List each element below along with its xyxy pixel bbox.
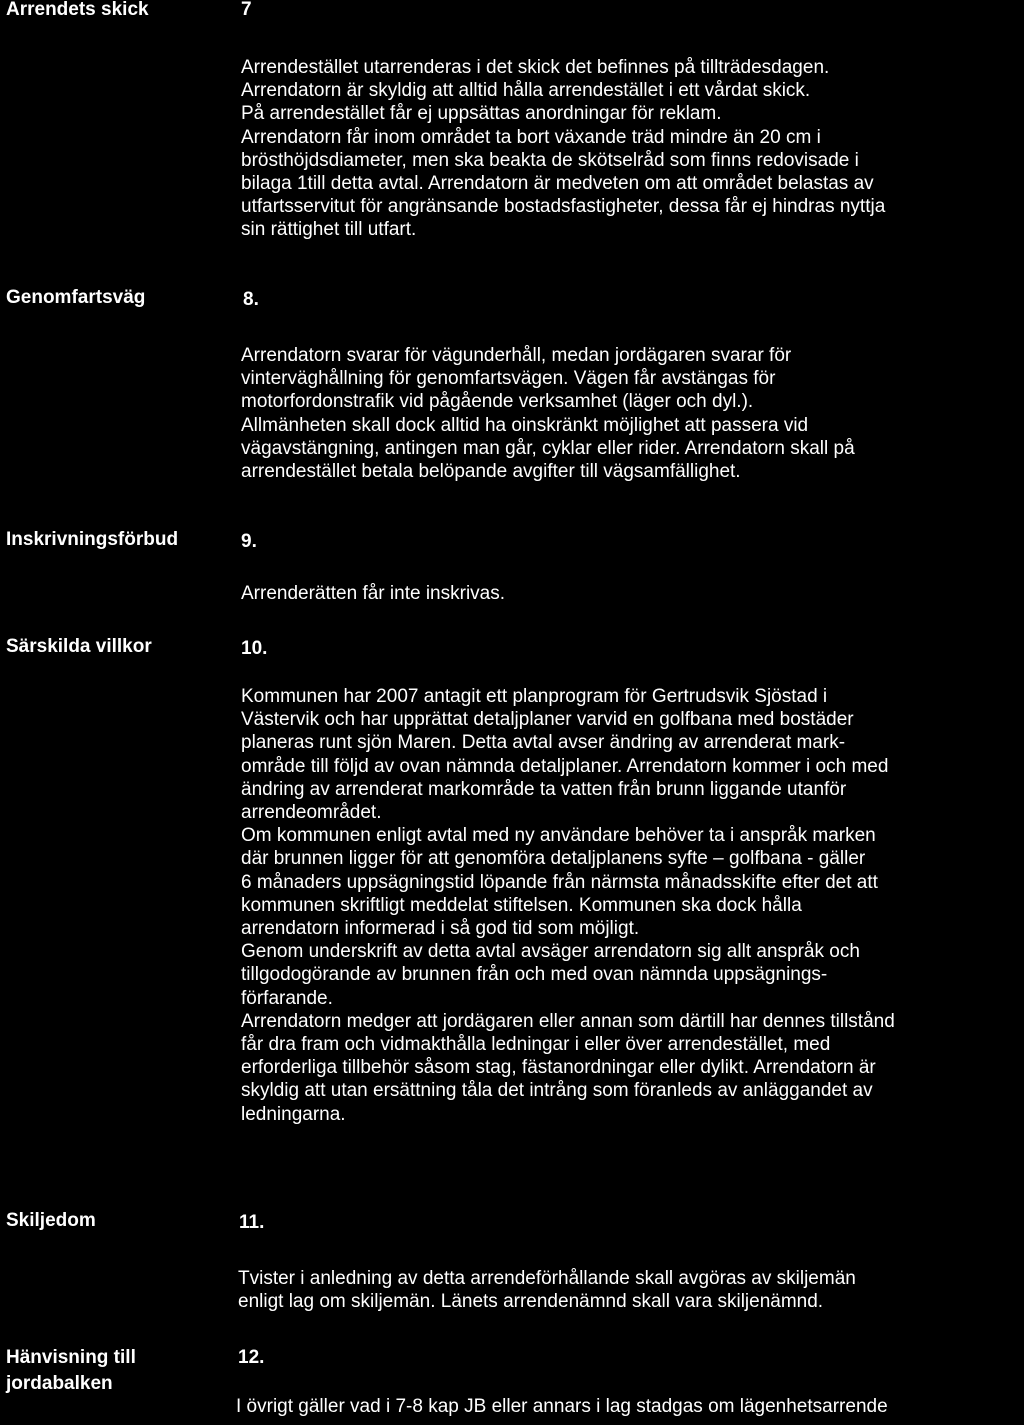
- text-line: skyldig att utan ersättning tåla det intrång som föranleds av anläggandet av: [241, 1080, 873, 1102]
- text-line: Arrendatorn får inom området ta bort växande träd mindre än 20 cm i: [241, 126, 821, 148]
- heading-line: Hänvisning till: [6, 1347, 136, 1368]
- section-heading-skiljedom: Skiljedom: [6, 1210, 96, 1231]
- section-body-arrendets-skick: [241, 56, 885, 242]
- text-line: bilaga 1till detta avtal. Arrendatorn är medveten om att området belastas av: [241, 173, 874, 195]
- text-line: Allmänheten skall dock alltid ha oinskränkt möjlighet att passera vid: [241, 414, 809, 436]
- text-line: Tvister i anledning av detta arrendeförhållande skall avgöras av skiljemän: [238, 1268, 856, 1289]
- text-line: vinterväghållning för genomfartsvägen. Vägen får avstängas för: [241, 368, 776, 390]
- text-line: Genom underskrift av detta avtal avsäger arrendatorn sig allt anspråk och: [241, 941, 860, 963]
- text-line: förfarande.: [241, 987, 333, 1009]
- text-line: Arrendatorn är skyldig att alltid hålla arrendestället i ett vårdat skick.: [241, 80, 811, 102]
- text-line: enligt lag om skiljemän. Länets arrendenämnd skall vara skiljenämnd.: [238, 1291, 824, 1313]
- text-line: Arrendatorn medger att jordägaren eller annan som därtill har dennes tillstånd: [241, 1010, 895, 1032]
- text-line: område till följd av ovan nämnda detaljplaner. Arrendatorn kommer i och med: [241, 755, 889, 777]
- section-body-genomfartsvag: [241, 344, 855, 483]
- section-number-9: 9.: [241, 531, 257, 552]
- text-line: Arrendatorn svarar för vägunderhåll, medan jordägaren svarar för: [241, 345, 792, 366]
- text-line: arrendatorn informerad i så god tid som möjligt.: [241, 918, 640, 940]
- text-line: erforderliga tillbehör såsom stag, fästanordningar eller dylikt. Arrendatorn är: [241, 1057, 876, 1079]
- text-line: planeras runt sjön Maren. Detta avtal avser ändring av arrenderat mark-: [241, 732, 846, 754]
- section-body-skiljedom: [238, 1267, 856, 1313]
- section-heading-inskrivningsforbud: Inskrivningsförbud: [6, 529, 179, 550]
- text-line: I övrigt gäller vad i 7-8 kap JB eller annars i lag stadgas om lägenhetsarrende: [236, 1396, 888, 1417]
- text-line: arrendeområdet.: [241, 802, 382, 824]
- text-line: Arrenderätten får inte inskrivas.: [241, 583, 506, 604]
- text-line: får dra fram och vidmakthålla ledningar i eller över arrendestället, med: [241, 1034, 831, 1056]
- section-heading-sarskilda-villkor: Särskilda villkor: [6, 636, 152, 657]
- text-line: Västervik och har upprättat detaljplaner varvid en golfbana med bostäder: [241, 709, 854, 731]
- text-line: ändring av arrenderat markområde ta vatten från brunn liggande utanför: [241, 778, 847, 800]
- text-line: 6 månaders uppsägningstid löpande från närmsta månadsskifte efter det att: [241, 871, 878, 893]
- section-body-hanvisning-jordabalken: [236, 1395, 888, 1418]
- text-line: På arrendestället får ej uppsättas anordningar för reklam.: [241, 103, 722, 125]
- text-line: tillgodogörande av brunnen från och med ovan nämnda uppsägnings-: [241, 964, 828, 986]
- section-number-7: 7: [241, 0, 252, 20]
- section-heading-genomfartsvag: Genomfartsväg: [6, 287, 146, 308]
- text-line: Om kommunen enligt avtal med ny användare behöver ta i anspråk marken: [241, 825, 876, 847]
- text-line: Kommunen har 2007 antagit ett planprogram för Gertrudsvik Sjöstad i: [241, 686, 828, 707]
- text-line: Arrendestället utarrenderas i det skick det befinnes på tillträdesdagen.: [241, 57, 830, 78]
- section-number-10: 10.: [241, 638, 268, 659]
- text-line: sin rättighet till utfart.: [241, 219, 417, 241]
- text-line: kommunen skriftligt meddelat stiftelsen. Kommunen ska dock hålla: [241, 894, 802, 916]
- section-heading-arrendets-skick: Arrendets skick: [6, 0, 149, 20]
- text-line: motorfordonstrafik vid pågående verksamhet (läger och dyl.).: [241, 391, 754, 413]
- text-line: ledningarna.: [241, 1103, 346, 1125]
- section-number-12: 12.: [238, 1347, 265, 1368]
- text-line: där brunnen ligger för att genomföra detaljplanens syfte – golfbana - gäller: [241, 848, 866, 870]
- section-body-sarskilda-villkor: [241, 685, 895, 1126]
- heading-line: jordabalken: [6, 1373, 113, 1394]
- text-line: arrendestället betala belöpande avgifter till vägsamfällighet.: [241, 461, 741, 483]
- text-line: brösthöjdsdiameter, men ska beakta de skötselråd som finns redovisade i: [241, 149, 859, 171]
- section-number-8: 8.: [243, 289, 259, 310]
- text-line: utfartsservitut för angränsande bostadsfastigheter, dessa får ej hindras nyttja: [241, 196, 886, 218]
- section-number-11: 11.: [239, 1212, 265, 1233]
- section-heading-hanvisning-jordabalken: [6, 1345, 136, 1397]
- text-line: vägavstängning, antingen man går, cyklar eller rider. Arrendatorn skall på: [241, 437, 855, 459]
- section-body-inskrivningsforbud: [241, 582, 505, 605]
